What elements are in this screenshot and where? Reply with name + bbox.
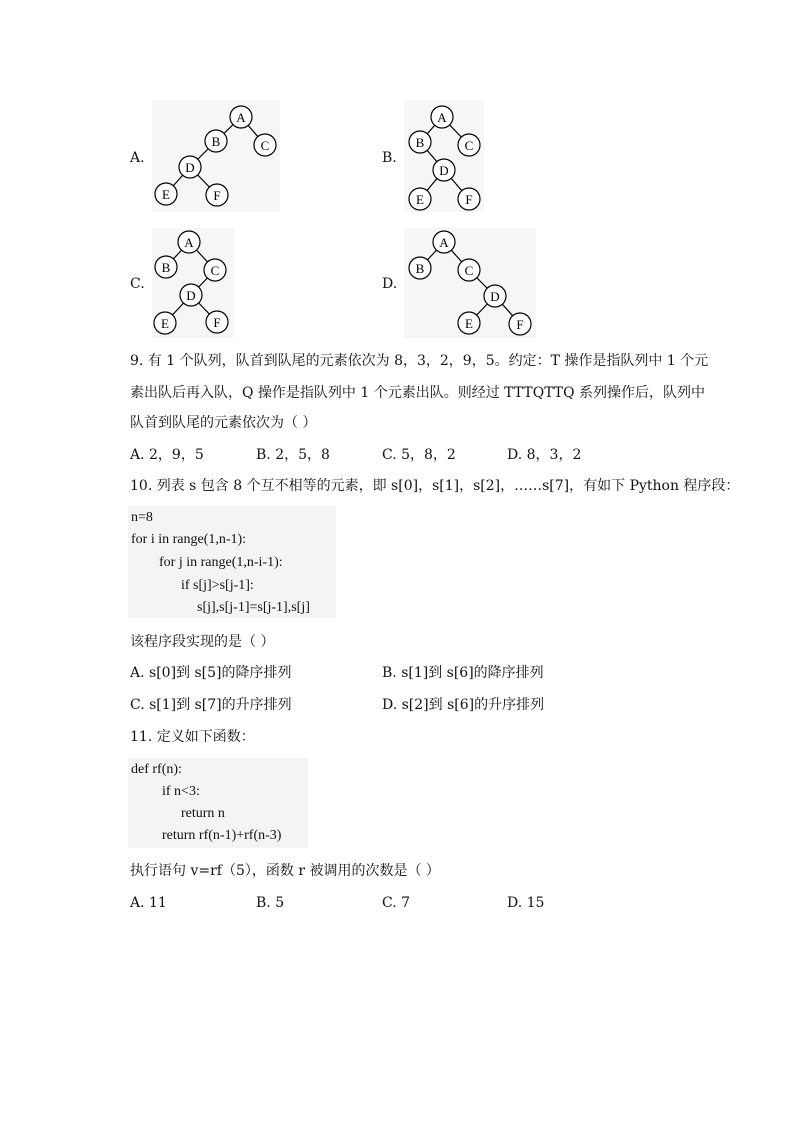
node-f: F [516, 317, 524, 332]
option-c-label: C. [130, 276, 145, 292]
node-a: A [437, 110, 447, 125]
q9-option-a: A. 2，9，5 [130, 447, 204, 463]
node-c: C [464, 263, 474, 278]
node-d: D [185, 160, 195, 175]
q10-code-line-1: n=8 [131, 510, 153, 525]
q10-question: 该程序段实现的是（ ） [130, 634, 275, 650]
q9-option-c: C. 5，8，2 [382, 447, 456, 463]
q9-line-1: 9. 有 1 个队列，队首到队尾的元素依次为 8，3，2，9，5。约定：T 操作是指队列中 1 个元 [130, 353, 709, 369]
node-f: F [213, 188, 221, 203]
q10-code-line-4: if s[j]>s[j-1]: [181, 578, 254, 593]
q11-code-line-3: return n [181, 806, 225, 821]
q9-option-d: D. 8，3，2 [507, 447, 582, 463]
option-d-label: D. [382, 276, 398, 292]
node-d: D [439, 163, 449, 178]
node-e: E [416, 192, 424, 207]
q10-code-line-5: s[j],s[j-1]=s[j-1],s[j] [197, 600, 310, 615]
tree-diagram-a [150, 100, 290, 215]
tree-diagram-b [400, 100, 500, 215]
node-e: E [465, 316, 473, 331]
node-d: D [490, 289, 500, 304]
q10-option-d: D. s[2]到 s[6]的升序排列 [382, 697, 545, 713]
q11-code-line-2: if n<3: [162, 784, 200, 799]
q10-code-line-3: for j in range(1,n-i-1): [159, 555, 283, 570]
q9-line-3: 队首到队尾的元素依次为（ ） [130, 415, 317, 431]
node-a: A [236, 110, 246, 125]
tree-diagram-d [400, 228, 545, 340]
node-c: C [464, 138, 474, 153]
option-a-label: A. [130, 150, 145, 166]
q10-option-c: C. s[1]到 s[7]的升序排列 [130, 697, 292, 713]
node-a: A [184, 235, 194, 250]
node-e: E [162, 187, 170, 202]
q10-option-b: B. s[1]到 s[6]的降序排列 [382, 665, 544, 681]
node-e: E [161, 316, 169, 331]
q10-line-1: 10. 列表 s 包含 8 个互不相等的元素，即 s[0]，s[1]，s[2]，……s[7]，有如下 Python 程序段： [130, 478, 740, 494]
q9-option-b: B. 2，5，8 [256, 447, 330, 463]
node-b: B [161, 260, 171, 275]
node-c: C [210, 263, 220, 278]
q11-code-line-4: return rf(n-1)+rf(n-3) [162, 828, 282, 843]
q11-question: 执行语句 v=rf（5），函数 r 被调用的次数是（ ） [130, 863, 440, 879]
q11-code-line-1: def rf(n): [131, 762, 182, 777]
node-f: F [465, 192, 473, 207]
q11-option-b: B. 5 [256, 895, 285, 911]
q9-line-2: 素出队后再入队，Q 操作是指队列中 1 个元素出队。则经过 TTTQTTQ 系列操作后，队列中 [130, 385, 706, 401]
node-f: F [213, 315, 221, 330]
node-b: B [415, 135, 425, 150]
option-b-label: B. [382, 150, 397, 166]
q11-option-a: A. 11 [130, 895, 167, 911]
q11-option-c: C. 7 [382, 895, 411, 911]
node-c: C [260, 138, 270, 153]
q11-line-1: 11. 定义如下函数： [130, 729, 255, 745]
tree-diagram-c [150, 228, 250, 340]
node-d: D [186, 288, 196, 303]
node-b: B [415, 261, 425, 276]
node-a: A [439, 235, 449, 250]
node-b: B [211, 134, 221, 149]
q11-option-d: D. 15 [507, 895, 545, 911]
q10-option-a: A. s[0]到 s[5]的降序排列 [130, 665, 292, 681]
q10-code-line-2: for i in range(1,n-1): [131, 532, 247, 547]
